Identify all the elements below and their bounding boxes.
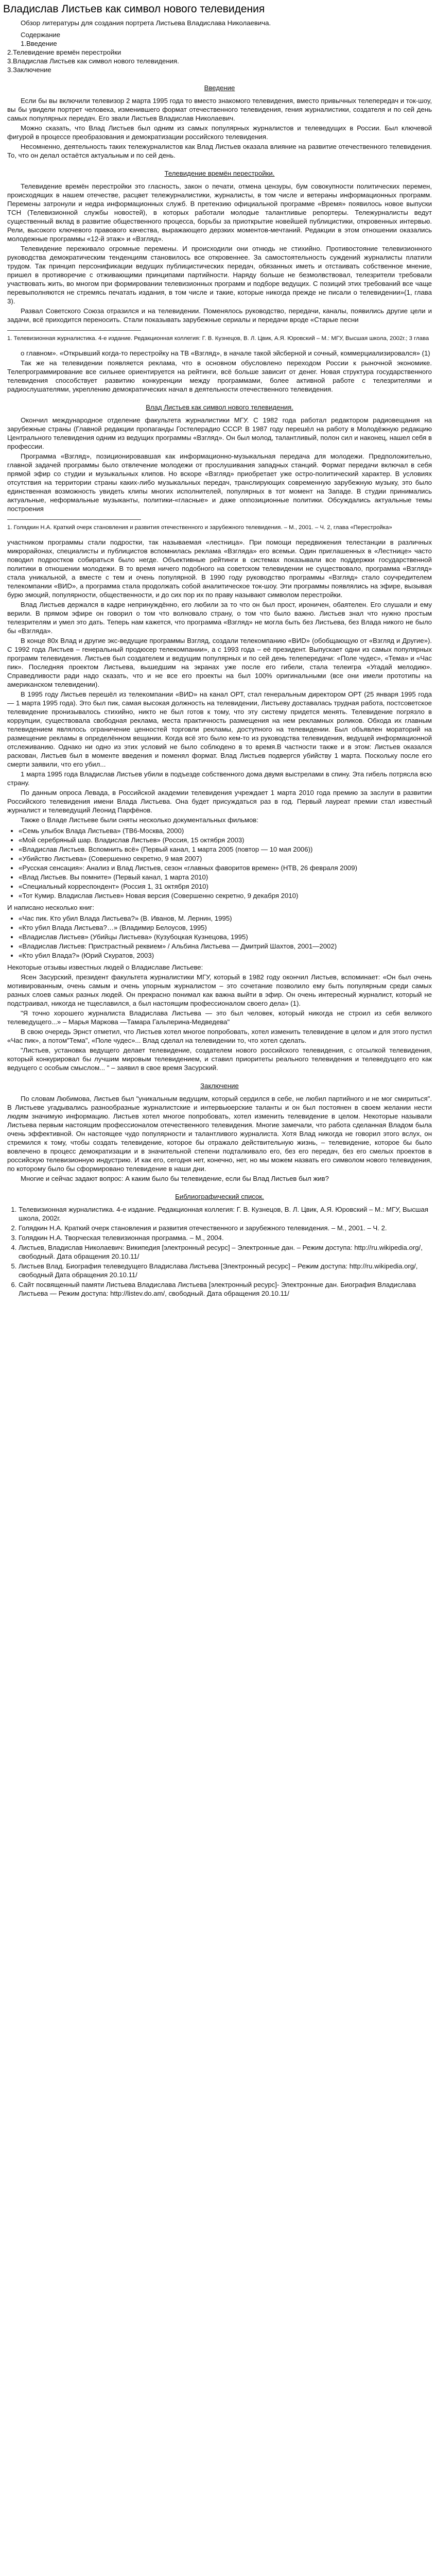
books-list xyxy=(7,914,432,960)
paragraph: Так же на телевидении появляется реклама, что в основном обусловлено переходом России к рыночной экономике. Телепрограммирование все сильнее ориентируется на рейтинги, всё больше зависит от денег. Новая структура государственного телевидения способствует развитию конкуренции между программами, более активной работе с телезрителями и радиослушателями, укреплению демократических начал в деятельности отечественного телевидения. xyxy=(7,359,432,393)
perestroika-heading: Телевидение времён перестройки. xyxy=(164,170,275,177)
paragraph: Многие и сейчас задают вопрос: А каким было бы телевидение, если бы Влад Листьев был жив? xyxy=(21,1175,329,1182)
footnote: 1. Телевизионная журналистика. 4-е издание. Редакционная коллегия: Г. В. Кузнецов, В. Л. Цвик, А.Я. Юровский – М.: МГУ, Высшая школа, 2002г.; 3 глава xyxy=(7,335,429,342)
bibliography-item: 3. Голядкин Н.А. Творческая телевизионная программа. – М., 2004. xyxy=(19,1233,432,1242)
paragraph: В конце 80х Влад и другие экс-ведущие программы Взгляд, создали телекомпанию «ВИD» (обобщающую от «Взгляд и Другие»). С 1992 года Листьев – генеральный продюсер телекомпании», а с 1993 года – её президент. Выпускает одни из самых популярных программ телевидения. Листьев был создателем и ведущим популярных и по сей день телепередачи: «Поле чудес», «Тема» и «Час пик». Последняя проектом Листьева, вышедшим на экранах уже после его гибели, стала телеигра «Угадай мелодию». Справедливости ради надо сказать, что и не все его проекты на был 100% оригинальными (все они имели прототипы на американском телевидении). xyxy=(7,637,432,688)
paragraph: В свою очередь Эрнст отметил, что Листьев хотел многое попробовать, хотел изменить телевидение в целом и для этого пустил «Час пик», а потом"Тема", «Поле чудес»... Влад сделал на телевидении то, что хотел сделать. xyxy=(7,1028,432,1044)
paragraph: Также о Владе Листьеве были сняты несколько документальных фильмов: xyxy=(21,816,258,824)
paragraph: По словам Любимова, Листьев был "уникальным ведущим, который сердился в себе, не любил партийного и не мог смириться". В Листьеве угадывались разнообразные журналистские и интервьюерские таланты и он был постоянен в своем желании нести людям значимую информацию. Листьев хотел многое попробовать, хотел изменить телевидение в целом. Некоторые называли Листьева первым настоящим профессионалом отечественного телевидения. Многие замечали, что работа сделанная Владом была очень эффективной. Он настоящее чудо популярности и талантливого журналиста. Хотя Влад никогда не говорил этого вслух, он стремился к тому, чтобы создать телевидение, которое бы отражало действительную жизнь, – телевидение, которое бы было вовлечено в процесс демократизации и в значительной степени подталкивало его, без его передач, без его смелых проектов в российскую телевизионную индустрию. И как его, сегодня нет, конечно, нет, но мы можем назвать его символом нового телевидения, по которому было бы сформировано телевидение в наши дни. xyxy=(7,1095,432,1173)
paragraph: Телевидение времён перестройки это гласность, закон о печати, отмена цензуры, бум совокупности политических перемен, происходящих в нашем отечестве, расцвет тележурналистики, журналисты, в том числе и ветераны информационных программ. Перемены затронули и недра информационных служб. В претензию официальной программе «Время» появилось новое выпуски ТСН (Телевизионной службы новостей), в которых работали молодые талантливые репортеры. Тележурналисты ведут существенный вклад в развитие общественного процесса, борьбы за приоткрытие новейшей публицистики, откровенных интервью. Рели, высокого ключевого правового качества, выражающего дерзких моментов-мечтаний. Редакции в этом отношении оказались молодежные программы «12-й этаж» и «Взгляд». xyxy=(7,182,432,243)
list-item: • «Убийство Листьева» (Совершенно секретно, 9 мая 2007) xyxy=(19,854,432,863)
footnote-divider xyxy=(7,330,141,331)
paragraph: о главном». «Открывший когда-то перестройку на ТВ «Взгляд», в начале такой эйсберной и сочный, коммерциализировался» (1) xyxy=(21,349,430,357)
bibliography-heading: Библиографический список. xyxy=(175,1193,264,1200)
bibliography-item: 4. Листьев, Владислав Николаевич: Википедия [электронный ресурс] – Электронные дан. – Режим доступа: http://ru.wikipedia.org/, свободный. Дата обращения 20.10.11/ xyxy=(19,1243,432,1261)
paragraph: "Листьев, установка ведущего делает телевидение, создателем нового российского телевидения, с отсылкой телевидения, который конкурировал бы лучшим мировым телевидением, и ставил приоритеты реального телевидения и телеведущего его как ведущего с особым смыслом... " – заявил в свое время Засурский. xyxy=(7,1046,432,1072)
paragraph: Программа «Взгляд», позиционировавшая как информационно-музыкальная передача для молодежи. Предположительно, главной задачей программы было отвлечение молодежи от прослушивания западных станций. Формат передачи включал в себя прямой эфир со студии и музыкальных клипов. Но вскоре «Взгляд» приобретает уже остро-политический характер. В условиях отсутствия на территории страны каких-либо музыкальных передач, транслирующих современную зарубежную музыку, это было единственная возможность увидеть клипы многих исполнителей, популярных в тот момент на Западе. В студии принимались актуальные, неформальные музыканты, политики-«гласные» и даже оппозиционные политики. Обсуждались актуальные темы построения xyxy=(7,452,432,513)
toc-item: 1.Введение xyxy=(21,40,57,47)
books-intro: И написано несколько книг: xyxy=(7,904,95,911)
list-item: • «Кто убил Влада Листьева?…» (Владимир Белоусов, 1995) xyxy=(19,923,432,932)
document-body xyxy=(7,19,432,1299)
paragraph: Окончил международное отделение факультета журналистики МГУ. С 1982 года работал редактором радиовещания на зарубежные страны (Главной редакции пропаганды Гостелерадио СССР. В 1987 году перешёл на работу в Молодёжную редакцию Центрального телевидения одним из ведущих программы «Взгляд». Он был молод, талантливый, полон сил и наконец, нашел себя в профессии. xyxy=(7,416,432,450)
toc-item: 3.Владислав Листьев как символ нового телевидения. xyxy=(7,57,179,65)
list-item: • «Русская сенсация»: Анализ и Влад Листьев, сезон «главных фаворитов времен» (НТВ, 26 февраля 2009) xyxy=(19,863,432,872)
bibliography-item: 5. Листьев Влад. Биография телеведущего Владислава Листьева [Электронный ресурс] – Режим доступа: http://ru.wikipedia.org/, свободный Дата обращения 20.10.11/ xyxy=(19,1262,432,1279)
bibliography-item: 1. Телевизионная журналистика. 4-е издание. Редакционная коллегия: Г. В. Кузнецов, В. Л. Цвик, А.Я. Юровский – М.: МГУ, Высшая школа, 2002г. xyxy=(19,1205,432,1223)
listyev-heading: Влад Листьев как символ нового телевидения. xyxy=(146,403,293,411)
paragraph: По данным опроса Левада, в Российской академии телевидения учреждает 1 марта 2010 года премию за заслуги в развитии Российского телевидения имени Влада Листьева. Она будет присуждаться раз в год. Первый лауреат премии стал известный журналист и телеведущий Леонид Парфёнов. xyxy=(7,789,432,814)
list-item: • «Владислав Листьев. Вспомнить всё» (Первый канал, 1 марта 2005 (повтор — 10 мая 2006)) xyxy=(19,845,432,854)
paragraph: Телевидение переживало огромные перемены. И происходили они отнюдь не стихийно. Противостояние телевизионного руководства демократическим тенденциям становилось все откровеннее. За самостоятельность суждений журналисты платили трудом. Так принцип персонификации ведущих публицистических передач, обязанных иметь и отстаивать собственное мнение, пришел в противоречие с отживающими принципами партийности. Наряду больше не безмолвствовал, телезрители требовали участвовать жить, во многом при формировании телевизионных программ и подборе ведущих. С позиций этих требований все чаще перевыполняются не стремясь печатать издания, в том числе и такие, которые никогда прежде не писали о телевидении»(1, глава 3). xyxy=(7,245,432,305)
paragraph: 1 марта 1995 года Владислав Листьев убили в подъезде собственного дома двумя выстрелами в спину. Эта гибель потрясла всю страну. xyxy=(7,770,432,787)
paragraph: В 1995 году Листьев перешёл из телекомпании «ВИD» на канал ОРТ, стал генеральным директором ОРТ (25 января 1995 года — 1 марта 1995 года). Это был пик, самая высокая должность на телевидении, Листьеву доставалась трудная работа, постсоветское телевидение пронизывалось стихийно, никто не был готов к тому, что эту систему придется менять. Телевидение погрязло в коррупции, существовала свободная реклама, места практичность размещения на нем рекламных роликов. Обхода их главным телевидением являлось ограничение ценностей торговли рекламы, доступного на телевидении. Был объявлен мораторий на размещение рекламы в определённом вещании. Когда всё это было кем-то из руководства телевидения, ведущей информационной отслеживанию. Однако ни одно из этих условий не было соблюдено в то время.В частности также и в этом: Листьев оказался раскован, Листьев был в моменте введения и поменял формат. Влад Листьев подвергся убийству 1 марта. Поскольку после его смерти заявили, что его убил... xyxy=(7,690,432,768)
bibliography-item: 6. Сайт посвященный памяти Листьева Владислава Листьева [электронный ресурс]- Электронные дан. Биография Владислава Листьева — Режим доступа: http://listev.do.am/, свободный. Дата обращения 20.10.11/ xyxy=(19,1280,432,1298)
list-item: • «Тот Кумир. Владислав Листьев» Новая версия (Совершенно секретно, 9 декабря 2010) xyxy=(19,891,432,900)
conclusion-heading: Заключение xyxy=(200,1082,239,1090)
quotes-intro: Некоторые отзывы известных людей о Владиславе Листьеве: xyxy=(7,963,203,971)
toc-item: 2.Телевидение времён перестройки xyxy=(7,48,121,56)
list-item: • «Специальный корреспондент» (Россия 1, 31 октября 2010) xyxy=(19,882,432,891)
toc-title: Содержание xyxy=(21,31,61,39)
list-item: • «Влад Листьев. Вы помните» (Первый канал, 1 марта 2010) xyxy=(19,873,432,882)
paragraph: Ясен Засурский, президент факультета журналистики МГУ, который в 1982 году окончил Листьев, вспоминает: «Он был очень мотивированным, очень самым и очень упорным журналистом – это сочетание позволило ему быть популярным среди самых разных слоев самых разных людей. Он прекрасно понимал как важна выйти в эфир. Он очень интересный журналист, который не подстраивал, никогда не тщеславился, а был настоящим профессионалом своего дела» (1). xyxy=(7,973,432,1007)
list-item: • «Час пик. Кто убил Влада Листьева?» (В. Иванов, М. Лернин, 1995) xyxy=(19,914,432,923)
bibliography-list xyxy=(7,1205,432,1298)
paragraph: Развал Советского Союза отразился и на телевидении. Поменялось руководство, передачи, каналы, появились другие цели и задачи, всё приходится переносить. Стали показывать зарубежные сериалы и передачи вроде «Старые песни xyxy=(7,307,432,324)
paragraph: Несомненно, деятельность таких тележурналистов как Влад Листьев оказала влияние на развитие отечественного телевидения. То, что он делал остаётся актуальным и по сей день. xyxy=(7,143,432,159)
footnote-divider xyxy=(7,519,141,520)
list-item: • «Владислав Листьев: Пристрастный реквием» / Альбина Листьева — Дмитрий Шахтов, 2001—2002) xyxy=(19,942,432,951)
list-item: • «Кто убил Влада?» (Юрий Скуратов, 2003) xyxy=(19,951,432,960)
table-of-contents xyxy=(7,30,432,74)
paragraph: Можно сказать, что Влад Листьев был одним из самых популярных журналистов и телеведущих в России. Был ключевой фигурой в процессе преобразования и демократизации российского телевидения. xyxy=(7,124,432,141)
document-title: Владислав Листьев как символ нового телевидения xyxy=(3,3,265,15)
films-list xyxy=(7,826,432,900)
list-item: • «Владислав Листьев» (Убийцы Листьева» (Кузубоцкая Кузнецова, 1995) xyxy=(19,933,432,941)
list-item: • «Мой серебряный шар. Владислав Листьев» (Россия, 15 октября 2003) xyxy=(19,836,432,844)
paragraph: "Я точно хорошего журналиста Владислава Листьева — это был человек, который никогда не строил из себя великого телеведущего...» – Марья Маркова —Тамара Гальперина-Медведева" xyxy=(7,1009,432,1026)
document-subtitle: Обзор литературы для создания портрета Листьева Владислава Николаевича. xyxy=(21,19,271,27)
paragraph: Если бы вы включили телевизор 2 марта 1995 года то вместо знакомого телевидения, вместо привычных телепередач и ток-шоу, вы бы увидели портрет человека, изменившего формат отечественного телевидения, гения журналистики, создателя и по сей день самых популярных передач. Его звали Листьев Владислав Николаевич. xyxy=(7,97,432,122)
intro-heading: Введение xyxy=(204,84,235,92)
paragraph: участником программы стали подростки, так называемая «лестница». При помощи передвижения телестанции в различных микрорайонах, специалисты и публицистов вспомнилась реклама «Взгляда» его всемьи. Один приглашенных в «Лестнице» часто поводил подростков собираться было негде. Объективные рейтинги в системах показывали все поддержки государственной политики в отношении молодежи. В то время ничего подобного на советском телевидении не существовало, программа «Взгляд» стала уникальной, а вместе с тем и очень популярной. В 1990 году руководство программы «Взгляд» стало соучредителем телекомпании «ВИD», а программа стала продолжать собой аналитическое ток-шоу. Эти программы появлялись на эфире, вызывая бурю эмоций, популярности, общественности, и до сих пор их по праву называют символом перестройки. xyxy=(7,538,432,599)
list-item: • «Семь улыбок Влада Листьева» (ТВ6-Москва, 2000) xyxy=(19,826,432,835)
bibliography-item: 2. Голядкин Н.А. Краткий очерк становления и развития отечественного и зарубежного телевидения. – М., 2001. – Ч. 2. xyxy=(19,1224,432,1232)
paragraph: Влад Листьев держался в кадре непринуждённо, его любили за то что он был прост, ироничен, обаятелен. Его слушали и ему верили. В прямом эфире он говорил о том что волновало страну, о том что было важно. Листьев знал что нужно простым телезрителям и умел это дать. Теперь нам кажется, что программа «Взгляд» не могла быть без Листьева, без Влада никого не было бы «Взгляда». xyxy=(7,601,432,635)
footnote: 1. Голядкин Н.А. Краткий очерк становления и развития отечественного и зарубежного телевидения. – М., 2001. – Ч. 2, главa «Перестройка» xyxy=(7,524,392,531)
toc-item: 3.Заключение xyxy=(7,66,51,74)
